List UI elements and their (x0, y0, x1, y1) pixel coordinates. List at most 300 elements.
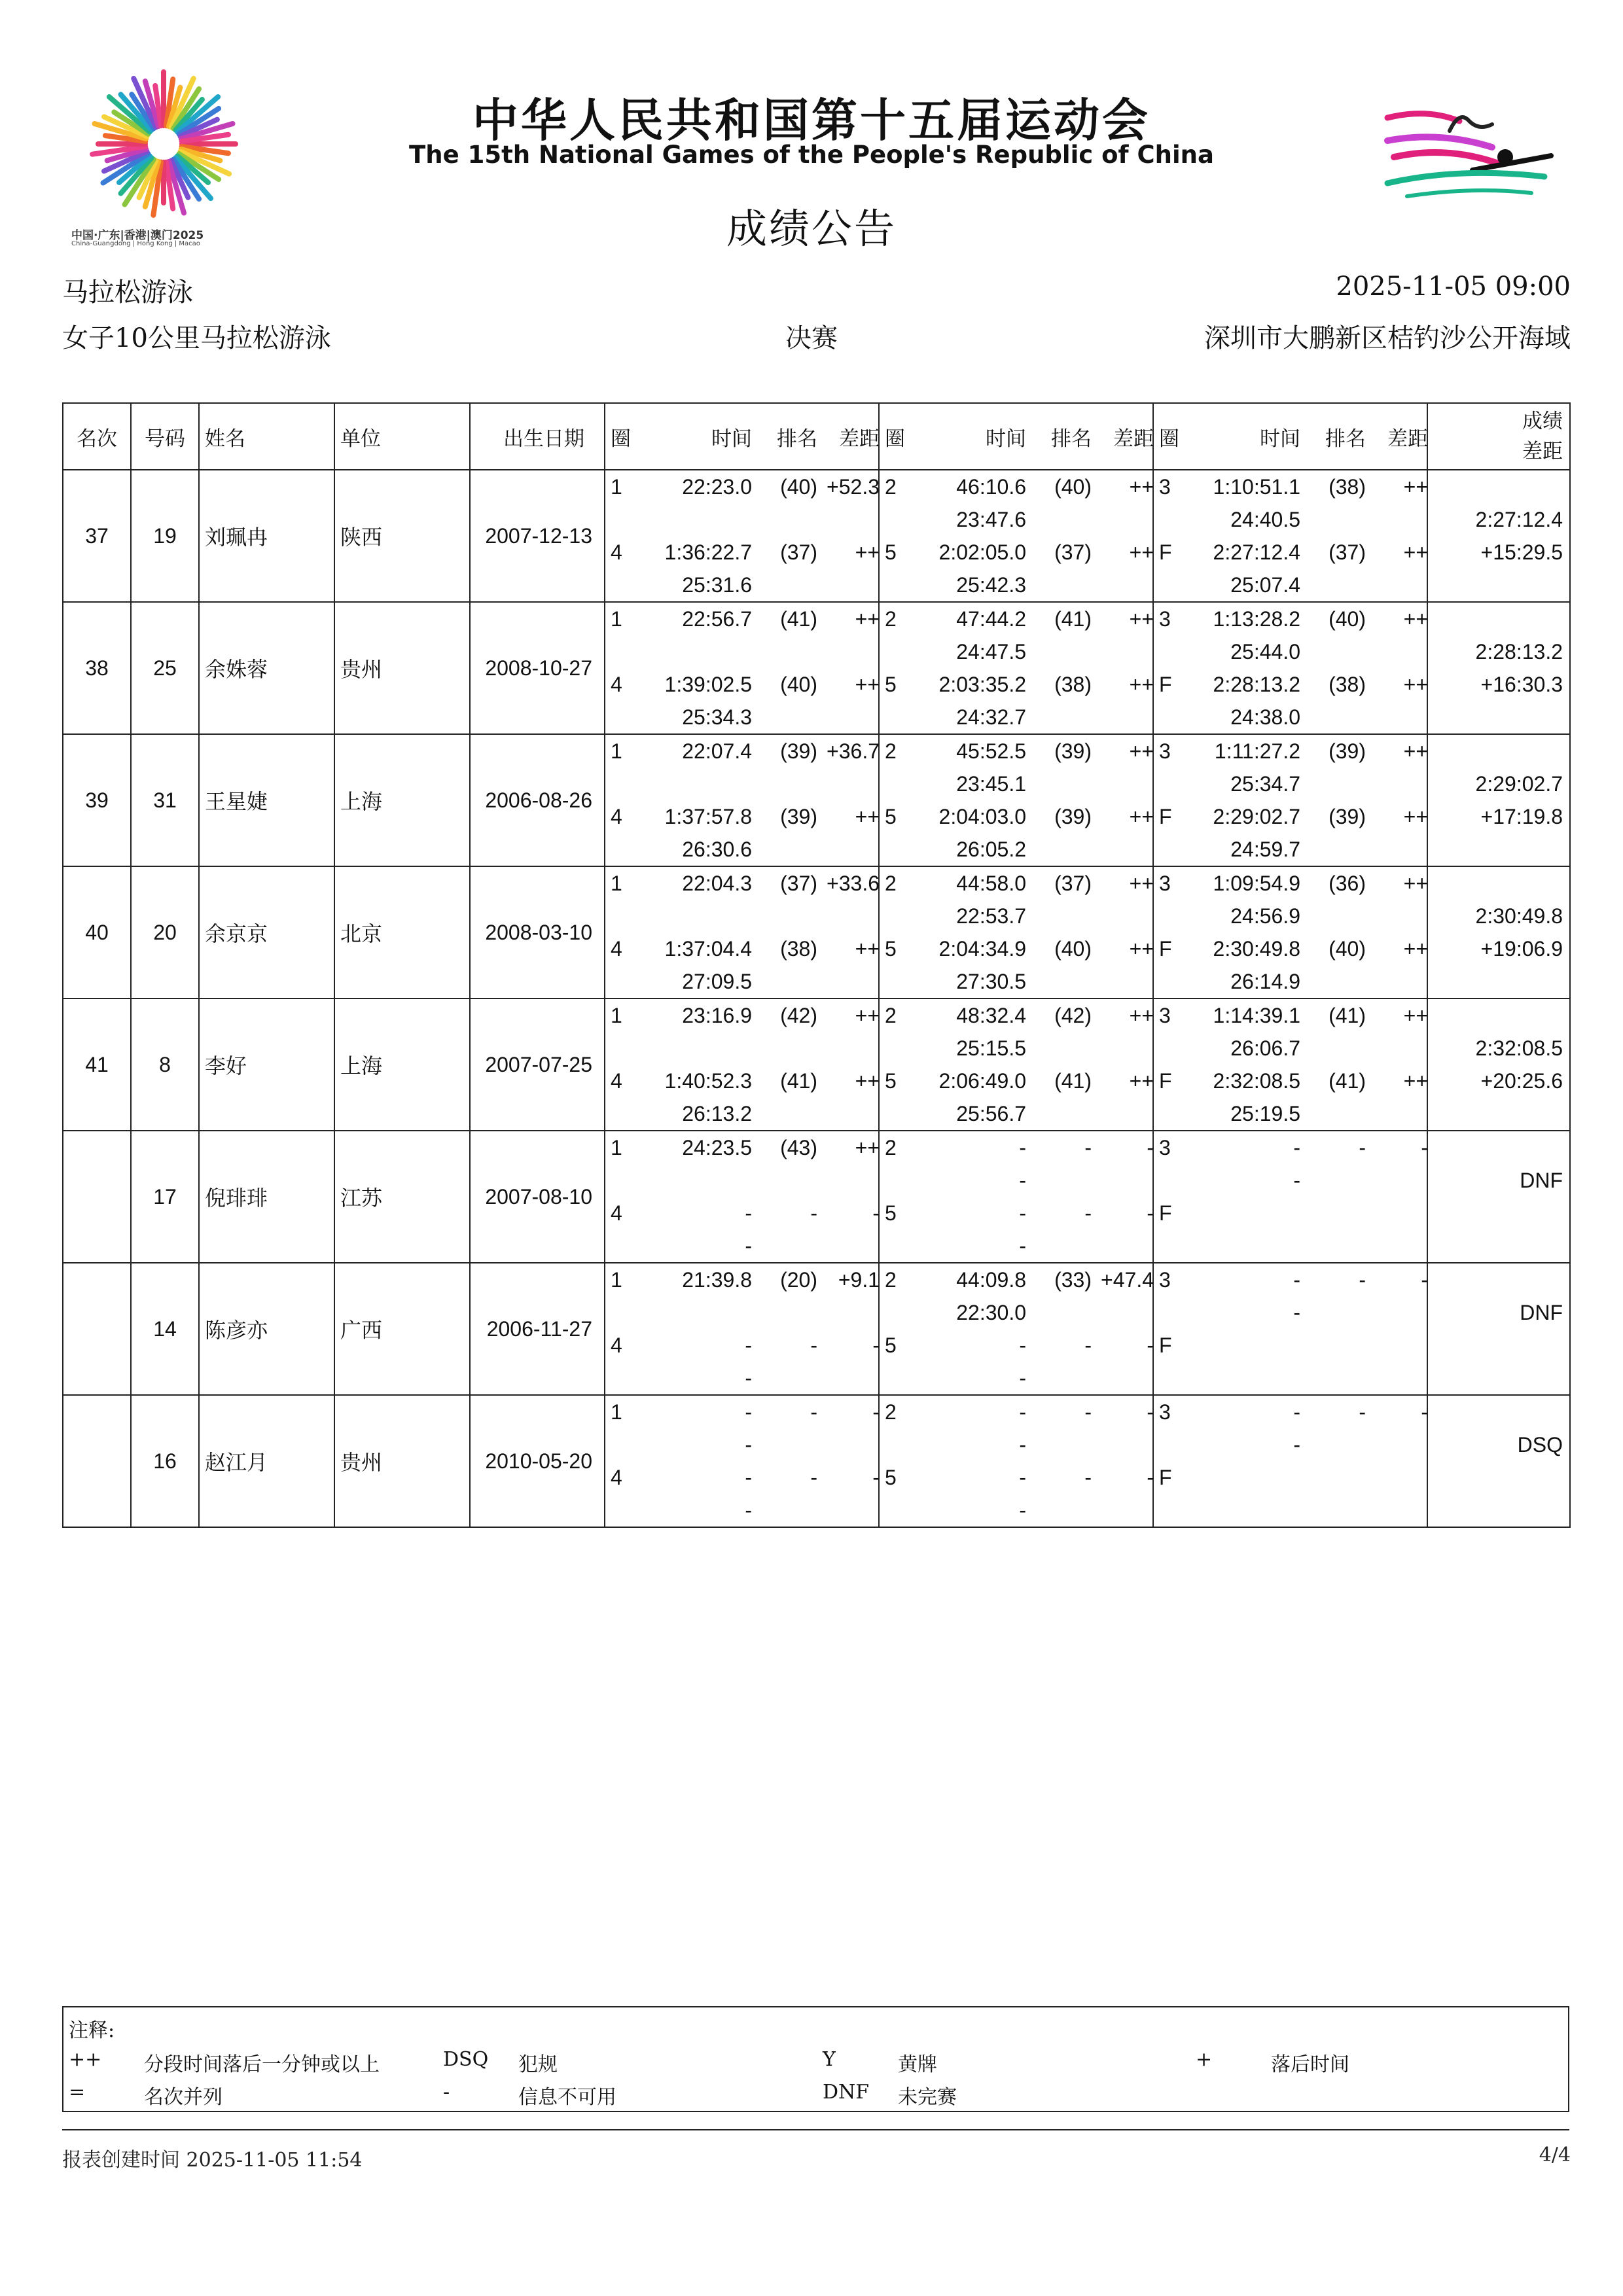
lap-number: 3 (1159, 1004, 1171, 1027)
lap-split: 26:06.7 (1230, 1036, 1300, 1060)
lap-split: 26:05.2 (956, 838, 1026, 861)
segment-cell (879, 1263, 1153, 1395)
lap-place: (20) (780, 1268, 817, 1292)
lap-split (634, 1032, 752, 1065)
lap-number: 1 (611, 1268, 622, 1292)
lap-number: 1 (611, 739, 622, 763)
lap-number: 3 (1159, 739, 1171, 763)
lap-place: (38) (1054, 673, 1092, 696)
lap-time: - (1293, 1268, 1300, 1292)
lap-time: - (1293, 1136, 1300, 1159)
lap-split (1183, 1494, 1300, 1527)
lap-place: (39) (780, 739, 817, 763)
segment-cell (879, 998, 1153, 1131)
rank-cell: 39 (63, 734, 131, 866)
segment-cell (1153, 1263, 1427, 1395)
lap-gap: ++ (1403, 1069, 1428, 1093)
lap-place: (40) (1054, 937, 1092, 961)
lap-place (1300, 1329, 1366, 1362)
lap-number: 2 (885, 1268, 897, 1292)
lap-number: 5 (885, 1466, 897, 1489)
athlete-name: 余京京 (199, 866, 334, 998)
bib-cell: 25 (131, 602, 199, 734)
lap-split: 22:30.0 (956, 1301, 1026, 1324)
lap-number: 5 (885, 1201, 897, 1225)
lap-place: - (1359, 1400, 1366, 1424)
lap-split: 26:14.9 (1230, 970, 1300, 993)
lap-gap (1366, 1461, 1428, 1494)
lap-gap: +36.7 (827, 739, 880, 763)
lap-gap: - (1421, 1400, 1428, 1424)
segment-cell (605, 1131, 879, 1263)
lap-split (634, 1164, 752, 1197)
dob-cell: 2007-08-10 (470, 1131, 605, 1263)
lap-split: 25:19.5 (1230, 1102, 1300, 1125)
segment-cell (1153, 734, 1427, 866)
lap-gap: ++ (855, 540, 880, 564)
lap-number: 3 (1159, 475, 1171, 499)
segment-cell (605, 470, 879, 602)
note-symbol: = (69, 2081, 86, 2104)
event-name: 女子10公里马拉松游泳 (62, 323, 331, 353)
lap-place: (37) (1054, 872, 1092, 895)
note-description: 落后时间 (1271, 2053, 1349, 2076)
lap-time: 22:07.4 (682, 739, 752, 763)
lap-number: 4 (611, 1201, 622, 1225)
lap-time: 45:52.5 (956, 739, 1026, 763)
lap-split: 24:32.7 (956, 705, 1026, 729)
lap-number: 5 (885, 673, 897, 696)
lap-split: - (1019, 1234, 1026, 1258)
lap-place: (43) (780, 1136, 817, 1159)
lap-number: 1 (611, 1400, 622, 1424)
lap-time: 2:02:05.0 (938, 540, 1026, 564)
segment-cell (1153, 602, 1427, 734)
lap-gap: ++ (1403, 540, 1428, 564)
lap-number: F (1159, 805, 1172, 828)
lap-place: (33) (1054, 1268, 1092, 1292)
notes-box (62, 2006, 1569, 2112)
lap-gap (1366, 1197, 1428, 1229)
lap-time: 2:04:03.0 (938, 805, 1026, 828)
lap-place: (37) (780, 872, 817, 895)
lap-split (634, 1296, 752, 1329)
rank-cell: 40 (63, 866, 131, 998)
lap-gap: ++ (1129, 1069, 1154, 1093)
lap-number: 4 (611, 1069, 622, 1093)
lap-number: F (1159, 673, 1172, 696)
gap-header: 差距 (1387, 427, 1428, 451)
lap-time: 1:39:02.5 (664, 673, 752, 696)
note-description: 名次并列 (144, 2086, 223, 2109)
col-rank: 名次 (63, 403, 131, 470)
lap-gap: ++ (855, 673, 880, 696)
dob-cell: 2007-12-13 (470, 470, 605, 602)
lap-gap: - (872, 1466, 880, 1489)
segment-cell (605, 602, 879, 734)
title-english: The 15th National Games of the People's Republic of China (409, 141, 1214, 169)
lap-number: 3 (1159, 1268, 1171, 1292)
lap-time (1183, 1197, 1300, 1229)
unit-cell: 广西 (334, 1263, 470, 1395)
lap-time: 44:58.0 (956, 872, 1026, 895)
lap-number: 4 (611, 937, 622, 961)
rank-cell (63, 1395, 131, 1527)
lap-number: 4 (611, 673, 622, 696)
lap-time: 1:13:28.2 (1213, 607, 1300, 631)
lap-split: - (1019, 1169, 1026, 1192)
lap-place: (42) (1054, 1004, 1092, 1027)
lap-place: (39) (1329, 805, 1366, 828)
table-row (63, 734, 1570, 866)
lap-split: 25:56.7 (956, 1102, 1026, 1125)
lap-time: - (1293, 1400, 1300, 1424)
report-created-time: 报表创建时间 2025-11-05 11:54 (62, 2149, 363, 2172)
dob-cell: 2010-05-20 (470, 1395, 605, 1527)
lap-time: 2:29:02.7 (1213, 805, 1300, 828)
page-number: 4/4 (1539, 2144, 1571, 2166)
lap-gap: ++ (1403, 475, 1428, 499)
gap-header: 差距 (839, 427, 880, 451)
lap-place: - (1084, 1201, 1092, 1225)
table-header-row (63, 403, 1570, 470)
segment-cell (605, 998, 879, 1131)
lap-number: 4 (611, 1333, 622, 1357)
dob-cell: 2007-07-25 (470, 998, 605, 1131)
note-symbol: + (1196, 2048, 1213, 2071)
result-cell (1427, 1131, 1570, 1263)
lap-gap: ++ (1403, 607, 1428, 631)
lap-gap: ++ (1129, 607, 1154, 631)
table-row (63, 866, 1570, 998)
lap-split: 24:38.0 (1230, 705, 1300, 729)
athlete-name: 王星婕 (199, 734, 334, 866)
lap-split: 23:45.1 (956, 772, 1026, 796)
lap-place: (40) (780, 475, 817, 499)
result-cell (1427, 470, 1570, 602)
lap-place: (37) (1054, 540, 1092, 564)
final-gap: +15:29.5 (1480, 540, 1563, 564)
final-time: 2:32:08.5 (1475, 1036, 1563, 1060)
lap-time: 22:23.0 (682, 475, 752, 499)
result-cell (1427, 1395, 1570, 1527)
rank-cell (63, 1131, 131, 1263)
time-header: 时间 (711, 427, 752, 451)
note-description: 犯规 (518, 2053, 558, 2076)
col-segment-2 (879, 403, 1153, 470)
report-datetime: 2025-11-05 09:00 (1336, 272, 1571, 302)
lap-place: (41) (1054, 607, 1092, 631)
table-row (63, 1131, 1570, 1263)
note-description: 分段时间落后一分钟或以上 (144, 2053, 380, 2076)
lap-split: 23:47.6 (956, 508, 1026, 531)
lap-number: 5 (885, 937, 897, 961)
note-symbol: DSQ (443, 2048, 489, 2071)
lap-split (1183, 1362, 1300, 1394)
note-description: 未完赛 (898, 2086, 957, 2109)
final-gap: +17:19.8 (1480, 805, 1563, 828)
lap-place: (37) (780, 540, 817, 564)
lap-place: (38) (1329, 673, 1366, 696)
final-gap (1428, 1197, 1569, 1229)
lap-gap: ++ (1403, 937, 1428, 961)
rank-cell: 41 (63, 998, 131, 1131)
bib-cell: 20 (131, 866, 199, 998)
lap-split (634, 635, 752, 668)
unit-cell: 上海 (334, 998, 470, 1131)
lap-place: (39) (1329, 739, 1366, 763)
segment-cell (1153, 1131, 1427, 1263)
lap-place (1300, 1461, 1366, 1494)
lap-number: 3 (1159, 1136, 1171, 1159)
lap-gap: ++ (1403, 1004, 1428, 1027)
lap-place: - (810, 1400, 817, 1424)
lap-time: 1:09:54.9 (1213, 872, 1300, 895)
lap-header: 圈 (1159, 427, 1179, 451)
bib-cell: 16 (131, 1395, 199, 1527)
lap-place: (36) (1329, 872, 1366, 895)
lap-split: - (1019, 1366, 1026, 1390)
segment-cell (605, 866, 879, 998)
segment-cell (605, 1395, 879, 1527)
lap-place: (41) (780, 1069, 817, 1093)
lap-time: 2:32:08.5 (1213, 1069, 1300, 1093)
lap-place: - (810, 1333, 817, 1357)
lap-time: 2:04:34.9 (938, 937, 1026, 961)
lap-gap: - (1147, 1136, 1154, 1159)
bib-cell: 8 (131, 998, 199, 1131)
time-header: 时间 (1260, 427, 1300, 451)
final-gap: +16:30.3 (1480, 673, 1563, 696)
lap-time: - (745, 1466, 752, 1489)
lap-number: 1 (611, 1136, 622, 1159)
lap-number: 1 (611, 872, 622, 895)
lap-time: - (1019, 1400, 1026, 1424)
place-header: 排名 (1325, 427, 1366, 451)
lap-split (634, 768, 752, 800)
table-row (63, 998, 1570, 1131)
lap-time: - (1019, 1466, 1026, 1489)
lap-number: F (1159, 1069, 1172, 1093)
lap-split: 25:34.3 (682, 705, 752, 729)
lap-header: 圈 (885, 427, 905, 451)
segment-cell (879, 1131, 1153, 1263)
lap-time: 1:11:27.2 (1214, 739, 1300, 763)
final-gap (1428, 1461, 1569, 1494)
lap-gap: ++ (855, 1004, 880, 1027)
lap-time: - (745, 1333, 752, 1357)
dob-cell: 2008-10-27 (470, 602, 605, 734)
place-header: 排名 (777, 427, 817, 451)
final-time: DNF (1520, 1301, 1563, 1324)
lap-gap: ++ (1129, 673, 1154, 696)
lap-gap: ++ (1403, 673, 1428, 696)
lap-split: 25:42.3 (956, 573, 1026, 597)
lap-place: (41) (780, 607, 817, 631)
lap-place: - (1084, 1466, 1092, 1489)
lap-gap: +52.3 (827, 475, 880, 499)
lap-number: F (1159, 1201, 1172, 1225)
segment-cell (1153, 1395, 1427, 1527)
lap-number: 2 (885, 475, 897, 499)
lap-split: 22:53.7 (956, 904, 1026, 928)
athlete-name: 刘珮冉 (199, 470, 334, 602)
logo-subtext: China-Guangdong | Hong Kong | Macao (71, 240, 200, 247)
lap-gap: ++ (1129, 937, 1154, 961)
athlete-name: 余姝蓉 (199, 602, 334, 734)
lap-time: 1:37:04.4 (664, 937, 752, 961)
lap-time: 23:16.9 (682, 1004, 752, 1027)
lap-gap: - (872, 1333, 880, 1357)
athlete-name: 陈彦亦 (199, 1263, 334, 1395)
note-symbol: DNF (823, 2081, 870, 2104)
lap-place: (39) (780, 805, 817, 828)
lap-number: 5 (885, 1069, 897, 1093)
lap-place (1300, 1197, 1366, 1229)
lap-split: - (1293, 1433, 1300, 1457)
result-cell (1427, 998, 1570, 1131)
lap-split (1183, 1229, 1300, 1262)
lap-split: 25:34.7 (1230, 772, 1300, 796)
athlete-name: 李好 (199, 998, 334, 1131)
lap-gap: - (1421, 1136, 1428, 1159)
lap-number: 2 (885, 1400, 897, 1424)
note-description: 信息不可用 (518, 2086, 616, 2109)
segment-cell (1153, 866, 1427, 998)
col-segment-3 (1153, 403, 1427, 470)
lap-place: (39) (1054, 805, 1092, 828)
lap-gap: ++ (1129, 540, 1154, 564)
time-header: 时间 (986, 427, 1026, 451)
footer-divider (62, 2129, 1569, 2130)
rank-cell (63, 1263, 131, 1395)
bib-cell: 19 (131, 470, 199, 602)
lap-place: - (1359, 1268, 1366, 1292)
lap-split: 26:30.6 (682, 838, 752, 861)
lap-gap: ++ (855, 607, 880, 631)
lap-split: 27:09.5 (682, 970, 752, 993)
lap-time: - (1019, 1333, 1026, 1357)
lap-time: - (1019, 1201, 1026, 1225)
lap-number: 2 (885, 739, 897, 763)
lap-number: 2 (885, 1004, 897, 1027)
unit-cell: 上海 (334, 734, 470, 866)
lap-number: 5 (885, 1333, 897, 1357)
unit-cell: 贵州 (334, 1395, 470, 1527)
lap-number: F (1159, 540, 1172, 564)
lap-gap: ++ (1403, 872, 1428, 895)
col-dob: 出生日期 (470, 403, 605, 470)
lap-time: 2:30:49.8 (1213, 937, 1300, 961)
col-unit: 单位 (334, 403, 470, 470)
lap-time: 2:27:12.4 (1213, 540, 1300, 564)
result-cell (1427, 602, 1570, 734)
lap-number: F (1159, 1466, 1172, 1489)
dob-cell: 2006-11-27 (470, 1263, 605, 1395)
lap-gap: - (872, 1400, 880, 1424)
lap-split: - (745, 1234, 752, 1258)
lap-time: 22:04.3 (682, 872, 752, 895)
lap-time (1183, 1461, 1300, 1494)
bib-cell: 14 (131, 1263, 199, 1395)
final-gap (1428, 1329, 1569, 1362)
lap-header: 圈 (611, 427, 631, 451)
lap-time: 44:09.8 (956, 1268, 1026, 1292)
lap-time: 1:10:51.1 (1213, 475, 1300, 499)
segment-cell (879, 1395, 1153, 1527)
lap-time: 1:40:52.3 (664, 1069, 752, 1093)
lap-gap: ++ (1129, 1004, 1154, 1027)
lap-split: 24:59.7 (1230, 838, 1300, 861)
lap-time: 24:23.5 (682, 1136, 752, 1159)
lap-time: 2:03:35.2 (938, 673, 1026, 696)
col-bib: 号码 (131, 403, 199, 470)
unit-cell: 江苏 (334, 1131, 470, 1263)
col-result (1427, 403, 1570, 470)
lap-place: (40) (1054, 475, 1092, 499)
lap-gap: ++ (855, 1136, 880, 1159)
lap-number: 3 (1159, 1400, 1171, 1424)
lap-gap: - (1147, 1201, 1154, 1225)
lap-number: 5 (885, 540, 897, 564)
event-venue: 深圳市大鹏新区桔钓沙公开海域 (1204, 323, 1571, 353)
lap-place: (41) (1054, 1069, 1092, 1093)
table-row (63, 1395, 1570, 1527)
lap-place: - (1084, 1400, 1092, 1424)
note-symbol: ++ (69, 2048, 102, 2071)
lap-place: (41) (1329, 1069, 1366, 1093)
lap-number: 4 (611, 540, 622, 564)
lap-place: (40) (1329, 937, 1366, 961)
final-time: 2:30:49.8 (1475, 904, 1563, 928)
lap-time: - (745, 1201, 752, 1225)
result-cell (1427, 1263, 1570, 1395)
lap-time: 2:28:13.2 (1213, 673, 1300, 696)
notes-title: 注释: (69, 2019, 115, 2042)
lap-split (634, 900, 752, 932)
place-header: 排名 (1051, 427, 1092, 451)
lap-number: 4 (611, 1466, 622, 1489)
final-gap: +20:25.6 (1480, 1069, 1563, 1093)
lap-time: 2:06:49.0 (938, 1069, 1026, 1093)
bib-cell: 17 (131, 1131, 199, 1263)
lap-split: 25:15.5 (956, 1036, 1026, 1060)
note-symbol: - (443, 2081, 450, 2104)
table-row (63, 470, 1570, 602)
result-cell (1427, 734, 1570, 866)
lap-place: - (1084, 1333, 1092, 1357)
segment-cell (879, 602, 1153, 734)
lap-number: 3 (1159, 872, 1171, 895)
event-phase: 决赛 (785, 323, 838, 353)
lap-place: - (1084, 1136, 1092, 1159)
col-name: 姓名 (199, 403, 334, 470)
rank-cell: 38 (63, 602, 131, 734)
lap-number: F (1159, 1333, 1172, 1357)
col-segment-1 (605, 403, 879, 470)
note-symbol: Y (823, 2048, 836, 2071)
final-gap: +19:06.9 (1480, 937, 1563, 961)
lap-gap: ++ (855, 805, 880, 828)
lap-split: - (745, 1498, 752, 1522)
table-row (63, 602, 1570, 734)
lap-gap (1366, 1329, 1428, 1362)
lap-time: 1:14:39.1 (1213, 1004, 1300, 1027)
report-subtitle: 成绩公告 (726, 205, 897, 253)
col-result-label: 成绩 (1522, 410, 1563, 433)
lap-number: 1 (611, 475, 622, 499)
segment-cell (1153, 998, 1427, 1131)
